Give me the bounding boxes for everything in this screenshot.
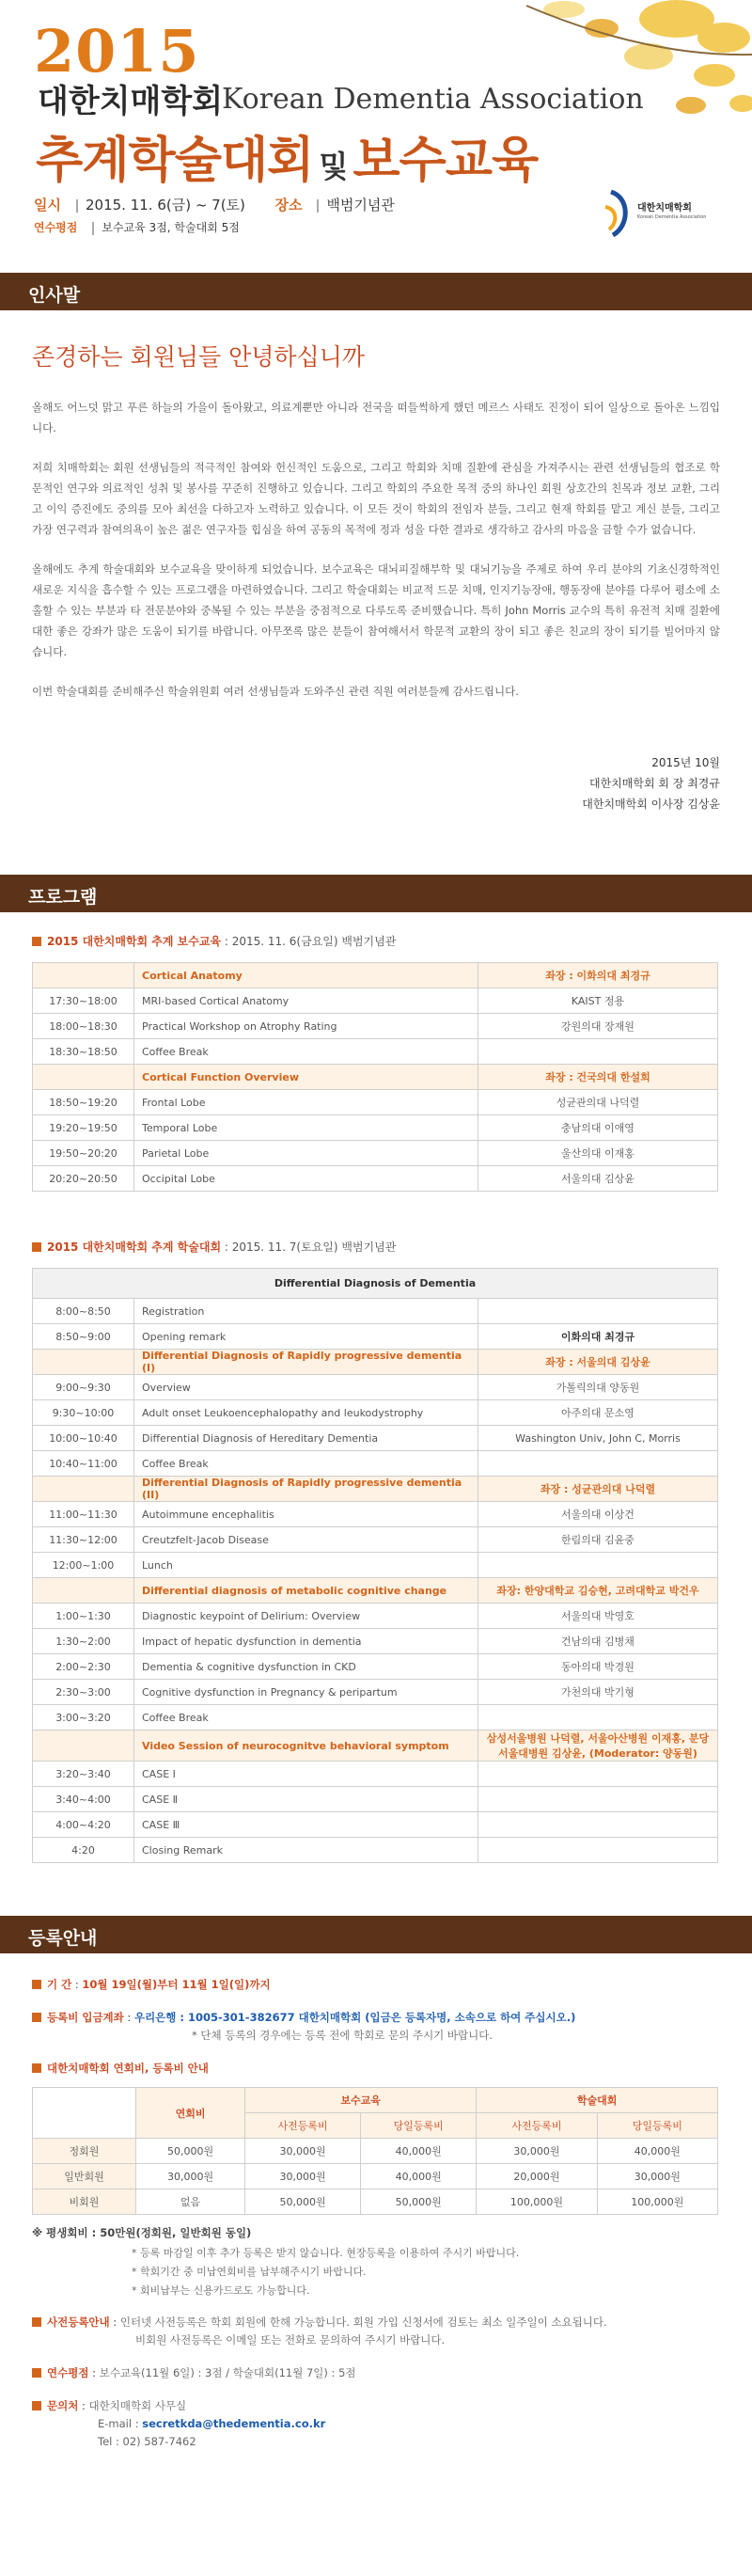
- credit-info-row: 연수평점 : 보수교육(11월 6일) : 3점 / 학술대회(11월 7일) : 5점: [32, 2364, 720, 2382]
- day2-title: 2015 대한치매학회 추계 학술대회 : 2015. 11. 7(토요일) 백범기념관: [32, 1239, 720, 1255]
- society-name-en: Korean Dementia Association: [222, 83, 644, 116]
- session-header-row: Video Session of neurocognitve behavioral symptom 삼성서울병원 나덕렬, 서울아산병원 이재홍, 분당서울대병원 김상윤, (Moderator: 양동원): [33, 1731, 718, 1762]
- square-bullet-icon: [32, 2013, 41, 2022]
- schedule-row: 11:00~11:30 Autoimmune encephalitis 서울의대 이상건: [33, 1502, 718, 1527]
- credit-row: [34, 219, 240, 235]
- session-header-row: Cortical Anatomy 좌장 : 이화의대 최경규: [33, 963, 718, 988]
- greeting-section-header: 인사말: [0, 273, 752, 310]
- session-header-row: Differential Diagnosis of Rapidly progressive dementia (I) 좌장 : 서울의대 김상윤: [33, 1350, 718, 1375]
- brain-logo-icon: [602, 188, 635, 237]
- logo-en: Korean Dementia Association: [637, 214, 707, 220]
- schedule-row: 18:50~19:20 Frontal Lobe 성균관의대 나덕렬: [33, 1090, 718, 1115]
- fee-table: 연회비 보수교육 학술대회 사전등록비 당일등록비 사전등록비 당일등록비 정회원 50,000원 30,000원 40,000원 30,000원 40,000원 일반회원 30,000원 30,000원 40,000원 20,000원 30,000원 비회원 없음 50,000원 50,000원 100,000원 100,000원: [32, 2087, 718, 2215]
- fee-row: 정회원 50,000원 30,000원 40,000원 30,000원 40,000원: [33, 2139, 718, 2164]
- greeting-paragraph-3: 올해에도 추계 학술대회와 보수교육을 맞이하게 되었습니다. 보수교육은 대뇌피질해부학 및 대뇌기능을 주제로 하여 우리 분야의 기초신경학적인 새로운 지식을 흡수할 수 있는 프로그램을 마련하였습니다. 그리고 학술대회는 비교적 드문 치매, 인지기능장애, 행동장애 분야를 다루어 평소에 소홀할 수 있는 부분과 타 전문분야와 중복될 수 있는 부분을 중점적으로 다루도록 준비했습니다. 특히 John Morris 교수의 특히 유전적 치매 질환에 대한 좋은 강좌가 많은 도움이 되기를 바랍니다. 아무쪼록 많은 분들이 참여해서서 학문적 교환의 장이 되고 좋은 친교의 장이 되기를 빌어마지 않습니다.: [32, 562, 720, 658]
- schedule-row: 1:30~2:00 Impact of hepatic dysfunction in dementia 건남의대 김병채: [33, 1629, 718, 1654]
- square-bullet-icon: [32, 2368, 41, 2378]
- schedule-row: 3:20~3:40 CASE Ⅰ: [33, 1762, 718, 1787]
- session-header-row: Differential Diagnosis of Rapidly progressive dementia (II) 좌장 : 성균관의대 나덕렬: [33, 1477, 718, 1502]
- date-value: 2015. 11. 6(금) ~ 7(토): [85, 197, 245, 213]
- schedule-row: 4:00~4:20 CASE Ⅲ: [33, 1812, 718, 1838]
- day2-header: Differential Diagnosis of Dementia: [33, 1269, 718, 1299]
- society-name-ko: 대한치매학회: [38, 83, 224, 120]
- schedule-row: 8:00~8:50 Registration: [33, 1299, 718, 1324]
- schedule-row: 8:50~9:00 Opening remark 이화의대 최경규: [33, 1324, 718, 1350]
- title-part-a: 추계학술대회: [36, 133, 314, 189]
- conference-title: [36, 120, 538, 191]
- schedule-row: 19:50~20:20 Parietal Lobe 울산의대 이재홍: [33, 1141, 718, 1166]
- header-banner: [0, 0, 752, 273]
- permanent-fee: ※ 평생회비 : 50만원(정회원, 일반회원 동일): [32, 2226, 252, 2239]
- signature-date: 2015년 10월: [651, 756, 720, 769]
- program-section: [0, 933, 752, 1863]
- contact-row: 문의처 : 대한치매학회 사무실 E-mail : secretkda@thedementia.co.kr Tel : 02) 587-7462: [32, 2397, 720, 2451]
- place-value: 백범기념관: [326, 197, 395, 213]
- signature-president: 대한치매학회 회 장 최경규: [589, 777, 720, 790]
- title-part-b: 보수교육: [352, 133, 539, 189]
- program-section-header: 프로그램: [0, 875, 752, 912]
- credit-label: 연수평점: [34, 221, 78, 234]
- signature-block: [0, 752, 752, 814]
- fee-notes: * 등록 마감일 이후 추가 등록은 받지 않습니다. 현장등록을 이용하여 주시기 바랍니다. * 학회기간 중 미납연회비를 납부해주시기 바랍니다. * 회비납부는 신용카드로도 가능합니다.: [132, 2247, 520, 2297]
- greeting-heading: 존경하는 회원님들 안녕하십니까: [32, 343, 365, 371]
- schedule-row: 18:30~18:50 Coffee Break: [33, 1039, 718, 1065]
- greeting-paragraph-2: 저희 치매학회는 회원 선생님들의 적극적인 참여와 헌신적인 도움으로, 그리고 학회와 치매 질환에 관심을 가져주시는 관련 선생님들의 협조로 학문적인 연구와 의료적인 성취 및 봉사를 꾸준히 진행하고 있습니다. 그리고 학회의 주요한 목적 중의 하나인 회원 상호간의 친목과 정보 교환, 그리고 이익 증진에도 중의를 모아 최선을 다하고자 노력하고 있습니다. 이 모든 것이 학회의 전임자 분들, 그리고 현재 학회를 맡고 계신 분들, 그리고 가장 연구력과 참여의욕이 높은 젊은 연구자들 힙심을 하여 공동의 목적에 정과 성을 다한 결과로 생각하고 감사의 마음을 금할 수가 없습니다.: [32, 461, 720, 536]
- registration-section: [0, 1953, 752, 2451]
- greeting-section: [0, 310, 752, 702]
- period-row: 기 간 : 10월 19일(월)부터 11월 1일(일)까지: [32, 1976, 720, 1994]
- schedule-row: 12:00~1:00 Lunch: [33, 1553, 718, 1578]
- schedule-row: 10:00~10:40 Differential Diagnosis of Hereditary Dementia Washington Univ, John C, Morris: [33, 1426, 718, 1451]
- schedule-row: 2:00~2:30 Dementia & cognitive dysfunction in CKD 동아의대 박경원: [33, 1654, 718, 1680]
- schedule-row: 19:20~19:50 Temporal Lobe 충남의대 이애영: [33, 1115, 718, 1141]
- schedule-row: 2:30~3:00 Cognitive dysfunction in Pregnancy & peripartum 가천의대 박기형: [33, 1680, 718, 1705]
- fee-row: 일반회원 30,000원 30,000원 40,000원 20,000원 30,000원: [33, 2164, 718, 2189]
- square-bullet-icon: [32, 2063, 41, 2073]
- schedule-row: 9:30~10:00 Adult onset Leukoencephalopathy and leukodystrophy 아주의대 문소영: [33, 1400, 718, 1426]
- square-bullet-icon: [32, 2317, 41, 2327]
- date-place-row: [34, 195, 395, 214]
- schedule-row: 18:00~18:30 Practical Workshop on Atrophy Rating 강원의대 장재원: [33, 1014, 718, 1039]
- logo-ko: 대한치매학회: [637, 203, 692, 213]
- square-bullet-icon: [32, 937, 41, 946]
- date-label: 일시: [34, 197, 61, 213]
- fee-row: 비회원 없음 50,000원 50,000원 100,000원 100,000원: [33, 2189, 718, 2215]
- society-logo: [602, 184, 714, 241]
- pre-registration-row: 사전등록안내 : 인터넷 사전등록은 학회 회원에 한해 가능합니다. 회원 가입 신청서에 검토는 최소 일주일이 소요됩니다. 비회원 사전등록은 이메일 또는 전화로 문의하여 주시기 바랍니다.: [32, 2314, 720, 2349]
- event-year: 2015: [34, 17, 200, 86]
- title-join: 및: [319, 149, 348, 184]
- schedule-row: 1:00~1:30 Diagnostic keypoint of Delirium: Overview 서울의대 박영호: [33, 1604, 718, 1629]
- schedule-row: 4:20 Closing Remark: [33, 1838, 718, 1863]
- greeting-paragraph-4: 이번 학술대회를 준비해주신 학술위원회 여러 선생님들과 도와주신 관련 직원 여러분들께 감사드립니다.: [32, 685, 519, 698]
- square-bullet-icon: [32, 2401, 41, 2410]
- greeting-paragraph-1: 올해도 어느덧 맑고 푸른 하늘의 가을이 돌아왔고, 의료계뿐만 아니라 전국을 떠들썩하게 했던 메르스 사태도 진정이 되어 일상으로 돌아온 느낌입니다.: [32, 401, 720, 435]
- schedule-row: 3:40~4:00 CASE Ⅱ: [33, 1787, 718, 1812]
- schedule-row: 11:30~12:00 Creutzfelt-Jacob Disease 한림의대 김윤중: [33, 1527, 718, 1553]
- credit-value: 보수교육 3점, 학술대회 5점: [102, 221, 240, 234]
- day2-table: [32, 1268, 718, 1863]
- fee-title: 대한치매학회 연회비, 등록비 안내: [32, 2060, 720, 2078]
- schedule-row: 9:00~9:30 Overview 가톨릭의대 양동원: [33, 1375, 718, 1400]
- square-bullet-icon: [32, 1242, 41, 1252]
- place-label: 장소: [274, 197, 303, 213]
- schedule-row: 20:20~20:50 Occipital Lobe 서울의대 김상윤: [33, 1166, 718, 1192]
- square-bullet-icon: [32, 1980, 41, 1989]
- session-header-row: Cortical Function Overview 좌장 : 건국의대 한설희: [33, 1065, 718, 1090]
- schedule-row: 17:30~18:00 MRI-based Cortical Anatomy KAIST 정용: [33, 988, 718, 1014]
- signature-chairman: 대한치매학회 이사장 김상윤: [582, 798, 720, 811]
- bank-row: 등록비 입금계좌 : 우리은행 : 1005-301-382677 대한치매학회 (입금은 등록자명, 소속으로 하여 주십시오.) * 단체 등록의 경우에는 등록 전에 학회로 문의 주시기 바랍니다.: [32, 2009, 720, 2045]
- contact-email-link[interactable]: secretkda@thedementia.co.kr: [142, 2417, 326, 2430]
- schedule-row: 3:00~3:20 Coffee Break: [33, 1705, 718, 1731]
- day1-title: 2015 대한치매학회 추계 보수교육 : 2015. 11. 6(금요일) 백범기념관: [32, 933, 720, 949]
- registration-section-header: 등록안내: [0, 1916, 752, 1953]
- day1-table: [32, 962, 718, 1192]
- schedule-row: 10:40~11:00 Coffee Break: [33, 1451, 718, 1477]
- session-header-row: Differential diagnosis of metabolic cognitive change 좌장: 한양대학교 김승현, 고려대학교 박건우: [33, 1578, 718, 1604]
